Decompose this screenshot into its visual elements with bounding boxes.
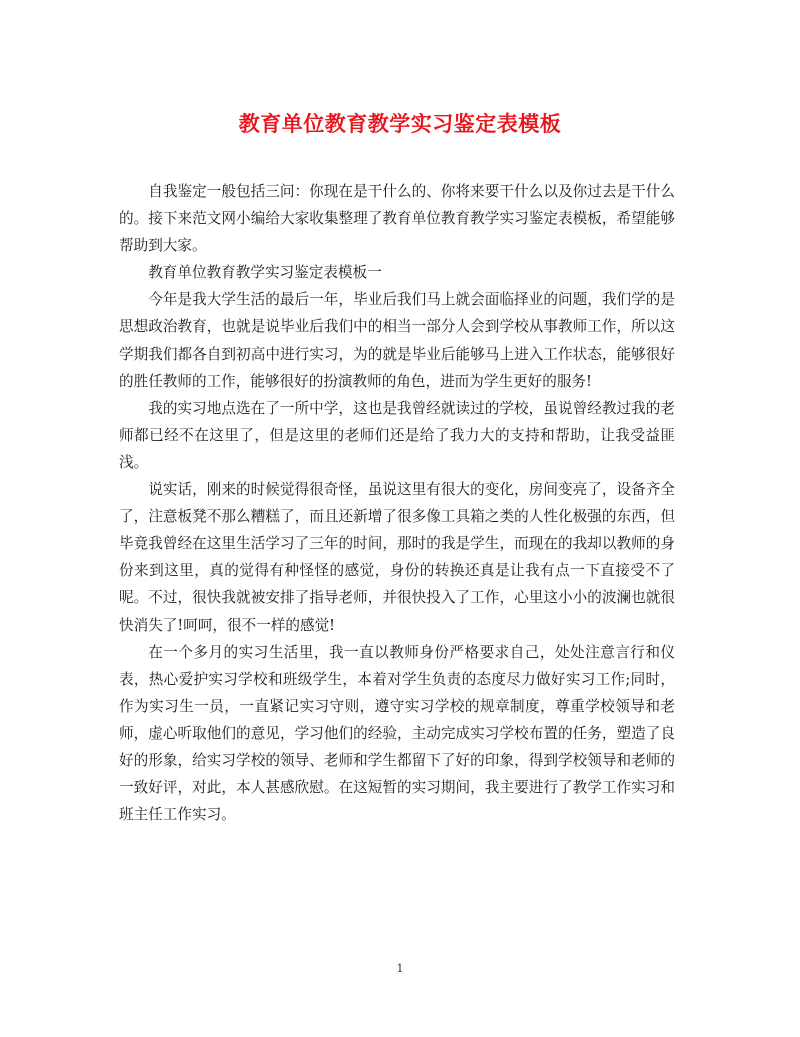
paragraph-3: 说实话，刚来的时候觉得很奇怪，虽说这里有很大的变化，房间变亮了，设备齐全了，注意板凳不那么糟糕了，而且还新增了很多像工具箱之类的人性化极强的东西，但毕竟我曾经在这里生活学习了三年的时间，那时的我是学生，而现在的我却以教师的身份来到这里，真的觉得有种怪怪的感觉，身份的转换还真是让我有点一下直接受不了呢。不过，很快我就被安排了指导老师，并很快投入了工作，心里这小小的波澜也就很快消失了!呵呵，很不一样的感觉! [119,481,675,634]
paragraph-1: 今年是我大学生活的最后一年，毕业后我们马上就会面临择业的问题，我们学的是思想政治教育，也就是说毕业后我们中的相当一部分人会到学校从事教师工作，所以这学期我们都各自到初高中进行实习，为的就是毕业后能够马上进入工作状态，能够很好的胜任教师的工作，能够很好的扮演教师的角色，进而为学生更好的服务! [119,291,675,390]
paragraph-intro: 自我鉴定一般包括三问：你现在是干什么的、你将来要干什么以及你过去是干什么的。接下来范文网小编给大家收集整理了教育单位教育教学实习鉴定表模板，希望能够帮助到大家。 [119,183,675,255]
document-title: 教育单位教育教学实习鉴定表模板 [238,111,562,136]
document-body [119,178,675,828]
paragraph-section-heading: 教育单位教育教学实习鉴定表模板一 [148,264,382,282]
paragraph-4: 在一个多月的实习生活里，我一直以教师身份严格要求自己，处处注意言行和仪表，热心爱护实习学校和班级学生，本着对学生负责的态度尽力做好实习工作;同时，作为实习生一员，一直紧记实习守则，遵守实习学校的规章制度，尊重学校领导和老师，虚心听取他们的意见，学习他们的经验，主动完成实习学校布置的任务，塑造了良好的形象，给实习学校的领导、老师和学生都留下了好的印象，得到学校领导和老师的一致好评，对此，本人甚感欣慰。在这短暂的实习期间，我主要进行了教学工作实习和班主任工作实习。 [119,643,675,824]
paragraph-2: 我的实习地点选在了一所中学，这也是我曾经就读过的学校，虽说曾经教过我的老师都已经不在这里了，但是这里的老师们还是给了我力大的支持和帮助，让我受益匪浅。 [119,399,675,471]
page-number: 1 [396,962,404,975]
